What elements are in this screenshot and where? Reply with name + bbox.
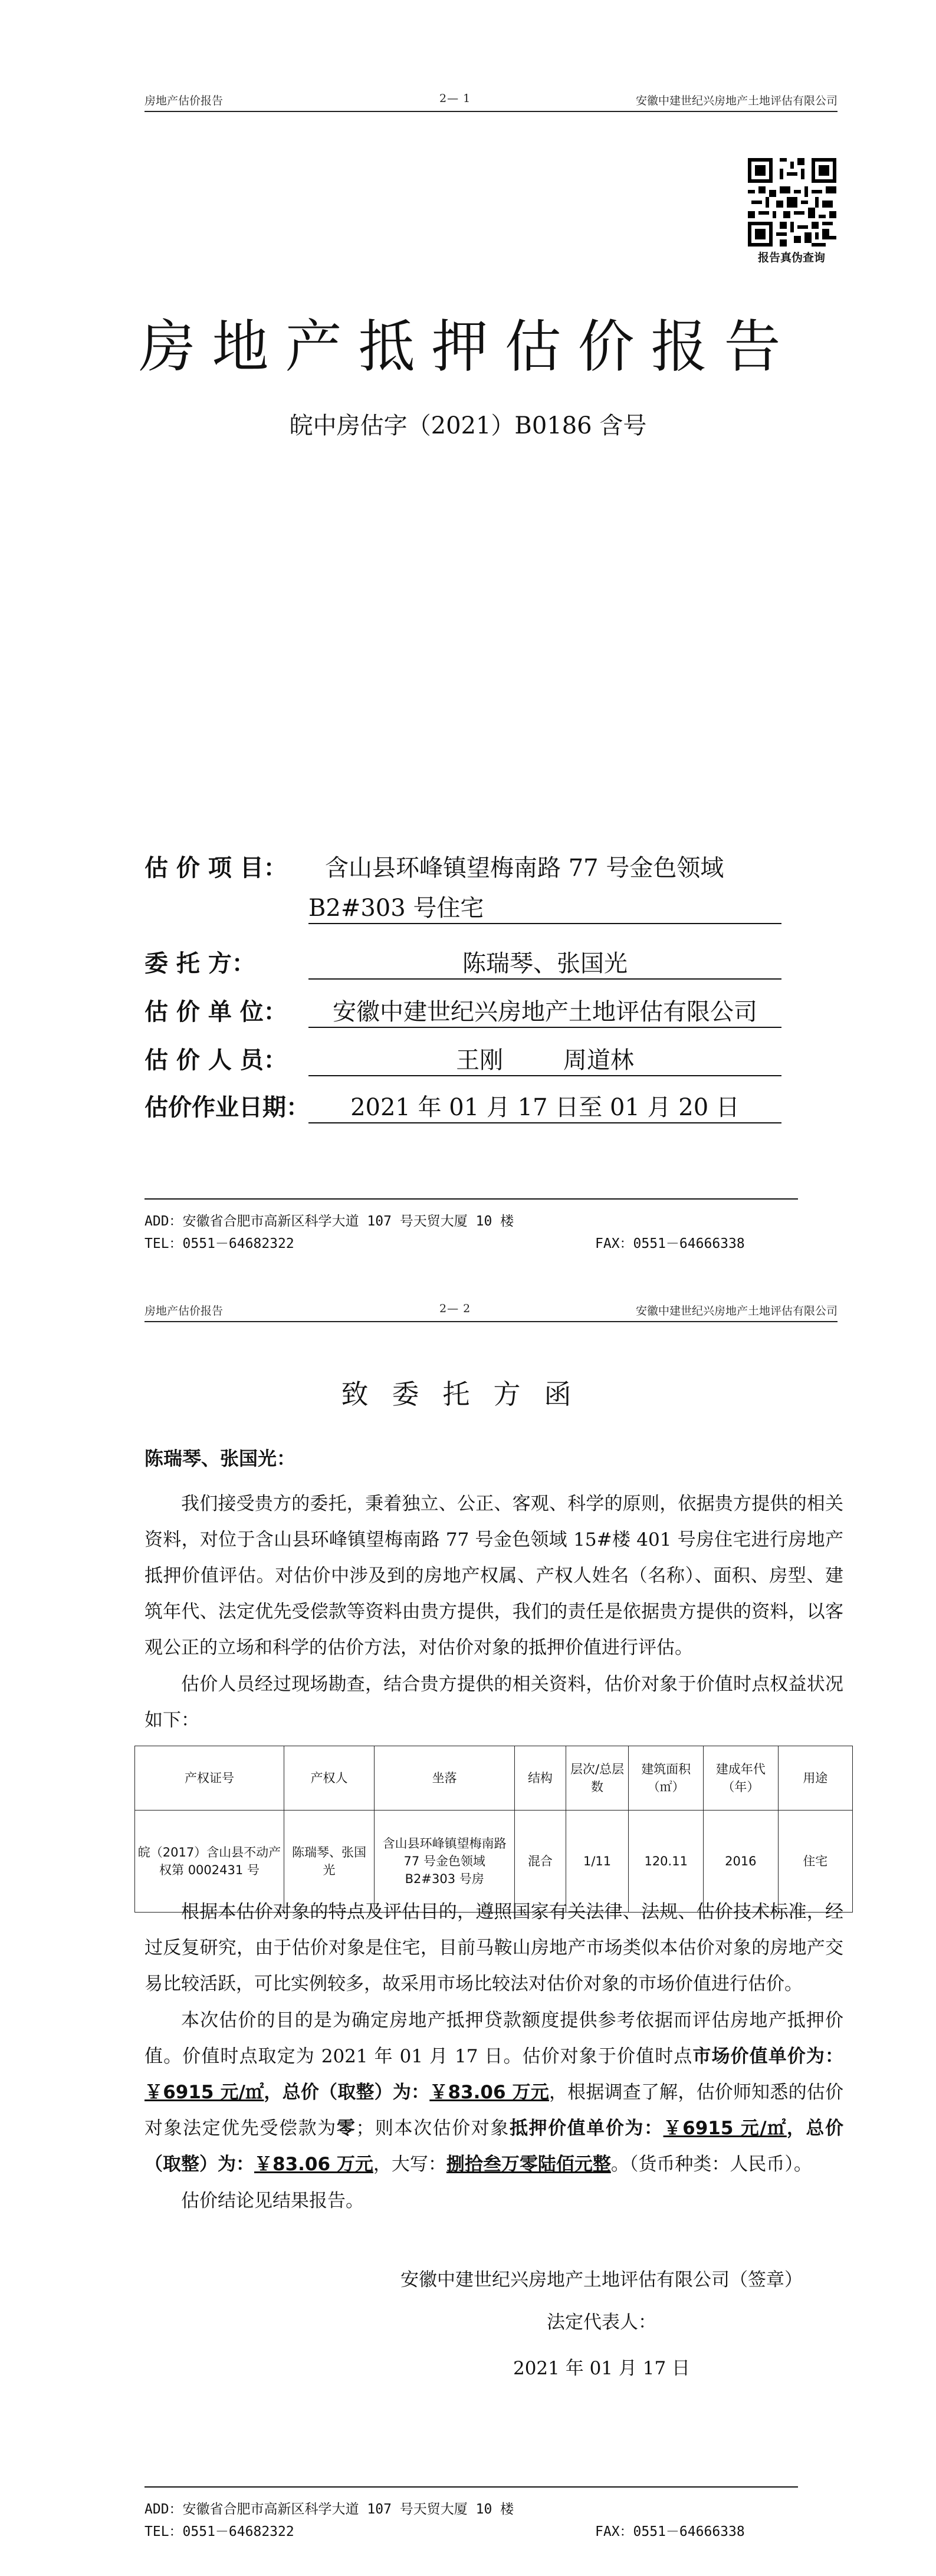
letter-paragraph-1: 我们接受贵方的委托，秉着独立、公正、客观、科学的原则，依据贵方提供的相关资料，对位于含山县环峰镇望梅南路 77 号金色领域 15#楼 401 号房住宅进行房地产抵押价值评估。对估价中涉及到的房地产权属、产权人姓名（名称）、面积、房型、建筑年代、法定优先受偿款等资料由贵方提供，我们的责任是依据贵方提供的资料，以客观公正的立场和科学的估价方法，对估价对象的抵押价值进行评估。: [144, 1493, 843, 1658]
mortgage-total-label: ，总价（取整）为：: [144, 2118, 843, 2175]
p4-text: 本次估价的目的是为确定房地产抵押贷款额度提供参考依据而评估房地产抵押价值。价值时点取定为 2021 年 01 月 17 日。估价对象于价值时点: [144, 2010, 843, 2067]
header-page-number: 2— 1: [439, 92, 471, 105]
table-cell: 陈瑞琴、张国光: [284, 1811, 374, 1913]
mortgage-total-price: ￥83.06 万元: [254, 2154, 373, 2175]
footer-tel: TEL：0551－64682322: [144, 2524, 294, 2539]
letter-title: 致委托方函: [341, 1378, 595, 1410]
table-header-cell: 用途: [778, 1746, 852, 1811]
footer-address: ADD：安徽省合肥市高新区科学大道 107 号天贸大厦 10 楼: [144, 1214, 514, 1229]
footer-fax: FAX：0551－64666338: [595, 1236, 745, 1251]
footer-tel: TEL：0551－64682322: [144, 1236, 294, 1251]
signature-date: 2021 年 01 月 17 日: [513, 2358, 691, 2379]
footer-address: ADD：安徽省合肥市高新区科学大道 107 号天贸大厦 10 楼: [144, 2502, 514, 2517]
field-work-date-value: 2021 年 01 月 17 日至 01 月 20 日: [308, 1089, 781, 1123]
page-header: [144, 87, 838, 112]
letter-page: [0, 1297, 936, 2576]
field-appraiser-firm-label: 估 价 单 位：: [144, 998, 287, 1026]
header-left: 房地产估价报告: [144, 94, 224, 107]
table-cell: 1/11: [566, 1811, 629, 1913]
footer-fax: FAX：0551－64666338: [595, 2524, 745, 2539]
field-work-date-label: 估价作业日期：: [144, 1094, 310, 1121]
field-appraisers-label: 估 价 人 员：: [144, 1047, 287, 1074]
table-cell: 住宅: [778, 1811, 852, 1913]
table-cell: 皖（2017）含山县不动产权第 0002431 号: [135, 1811, 284, 1913]
market-unit-price: ￥6915 元/㎡: [144, 2082, 264, 2103]
field-project-label: 估 价 项 目：: [144, 855, 287, 882]
letter-paragraph-2: 估价人员经过现场勘查，结合贵方提供的相关资料，估价对象于价值时点权益状况如下：: [144, 1674, 843, 1731]
priority-payment: 零: [336, 2118, 356, 2139]
header-left: 房地产估价报告: [144, 1305, 224, 1317]
signature-representative: 法定代表人：: [547, 2312, 656, 2333]
table-header-row: [135, 1746, 853, 1811]
field-client-label: 委 托 方：: [144, 950, 255, 977]
p4-text: ；则本次估价对象: [356, 2118, 510, 2139]
field-client-value: 陈瑞琴、张国光: [308, 945, 781, 980]
table-header-cell: 产权人: [284, 1746, 374, 1811]
document-number: 皖中房估字（2021）B0186 含号: [289, 412, 647, 439]
qr-caption: 报告真伪查询: [757, 251, 825, 264]
market-total-price: ￥83.06 万元: [429, 2082, 549, 2103]
signature-company: 安徽中建世纪兴房地产土地评估有限公司（签章）: [400, 2269, 803, 2291]
table-header-cell: 坐落: [375, 1746, 515, 1811]
letter-paragraph-3: 根据本估价对象的特点及评估目的，遵照国家有关法律、法规、估价技术标准，经过反复研究，由于估价对象是住宅，目前马鞍山房地产市场类似本估价对象的房地产交易比较活跃，可比实例较多，故采用市场比较法对估价对象的市场价值进行估价。: [144, 1901, 843, 1995]
field-appraisers-value: 王刚 周道林: [308, 1041, 781, 1076]
amount-in-words: 捌拾叁万零陆佰元整: [446, 2154, 611, 2175]
table-cell: 含山县环峰镇望梅南路 77 号金色领域 B2#303 号房: [375, 1811, 515, 1913]
report-title: 房地产抵押估价报告: [139, 314, 797, 380]
property-rights-table: [134, 1746, 853, 1913]
p4-text: 。（货币种类：人民币）。: [610, 2154, 812, 2175]
table-cell: 2016: [704, 1811, 779, 1913]
mortgage-unit-price: ￥6915 元/㎡: [663, 2118, 787, 2139]
report-cover-page: 房地产估价报告 2— 1 安徽中建世纪兴房地产土地评估有限公司 报告真伪查询 房地产抵押估价报告 皖中房估字（2021）B0186 含号 估 价 项 目： 含山县环峰镇望梅南路 77 号金色领域 B2#303 号住宅 委 托 方： 陈瑞琴、张国光 估 价 单 位： 安徽中建世纪兴房地产土地评估有限公司 估 价 人 员： 王刚 周道林 估价作业日期： 2021 年 01 月 17 日至 01 月 20 日 ADD：安徽省合肥市高新区科学大道 107 号天贸大厦 10 楼 TEL：0551－64682322 FAX：0551－64666338: [0, 0, 936, 1297]
table-header-cell: 建成年代（年）: [704, 1746, 779, 1811]
market-total-label: ，总价（取整）为：: [264, 2082, 430, 2103]
page-header: [144, 1297, 838, 1322]
mortgage-unit-price-label: 抵押价值单价为：: [509, 2118, 664, 2139]
letter-salutation: 陈瑞琴、张国光：: [144, 1447, 296, 1470]
header-company: 安徽中建世纪兴房地产土地评估有限公司: [635, 94, 838, 107]
table-header-cell: 产权证号: [135, 1746, 284, 1811]
table-header-cell: 建筑面积（㎡）: [629, 1746, 704, 1811]
header-page-number: 2— 2: [439, 1302, 471, 1315]
field-project-value-line2: B2#303 号住宅: [308, 889, 781, 924]
p4-text: ，大写：: [373, 2154, 446, 2175]
footer-rule: [144, 2486, 798, 2488]
market-unit-price-label: 市场价值单价为：: [692, 2046, 843, 2067]
letter-paragraph-4: [144, 2003, 843, 2183]
table-header-cell: 结构: [515, 1746, 566, 1811]
footer-rule: [144, 1198, 798, 1200]
field-appraiser-firm-value: 安徽中建世纪兴房地产土地评估有限公司: [308, 993, 781, 1028]
table-cell: 120.11: [629, 1811, 704, 1913]
qr-code-icon[interactable]: [748, 158, 836, 247]
letter-paragraph-5: 估价结论见结果报告。: [181, 2190, 364, 2212]
p4-text: ，根据调查了解，估价师知悉的估价对象法定优先受偿款为: [144, 2082, 843, 2139]
table-cell: 混合: [515, 1811, 566, 1913]
table-header-cell: 层次/总层数: [566, 1746, 629, 1811]
header-company: 安徽中建世纪兴房地产土地评估有限公司: [635, 1305, 838, 1317]
